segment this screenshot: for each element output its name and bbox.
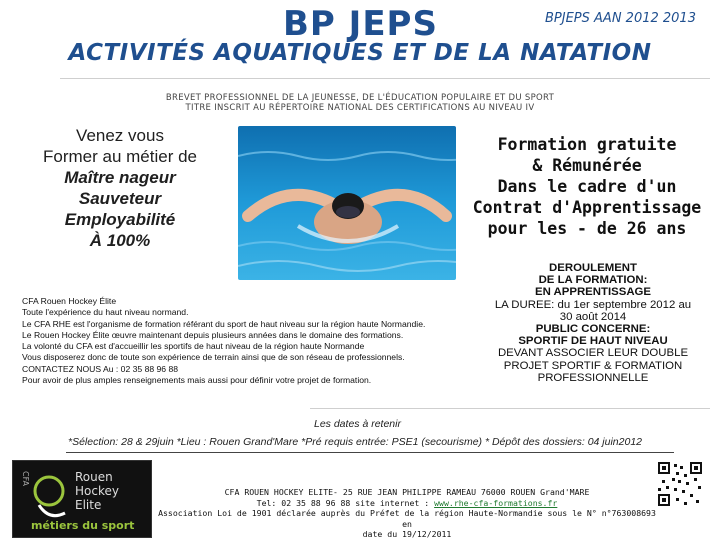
formation-line: Contrat d'Apprentissage	[472, 198, 702, 217]
logo-graphic	[13, 461, 151, 537]
formation-line: & Rémunérée	[532, 156, 642, 175]
qr-code[interactable]	[656, 460, 704, 508]
qr-code-graphic	[656, 460, 704, 508]
brevet-description	[0, 93, 720, 113]
deroulement-heading: DEROULEMENT	[549, 262, 637, 274]
divider	[66, 452, 674, 453]
job-title: Sauveteur	[78, 189, 162, 208]
duration-line: 30 août 2014	[559, 310, 627, 323]
employability-label: Employabilité	[64, 210, 176, 229]
logo-letters: CFA	[21, 471, 30, 486]
cfa-line: Pour avoir de plus amples renseignements mais aussi pour définir votre projet de formation.	[22, 375, 372, 386]
brevet-line: BREVET PROFESSIONNEL DE LA JEUNESSE, DE L'ÉDUCATION POPULAIRE ET DU SPORT	[165, 93, 555, 103]
public-line: DEVANT ASSOCIER LEUR DOUBLE	[497, 347, 689, 360]
logo-elite: Elite	[75, 498, 102, 512]
page-title: BP JEPS	[283, 4, 438, 44]
formation-highlight	[462, 134, 712, 239]
formation-line: Formation gratuite	[497, 135, 677, 154]
logo-tagline: métiers du sport	[31, 519, 135, 532]
invite-line: Former au métier de	[43, 147, 197, 166]
public-line: PROFESSIONNELLE	[537, 371, 649, 384]
cfa-line: Vous disposerez donc de toute son expérience de terrain ainsi que de son réseau de professionnels.	[22, 352, 405, 363]
cfa-line: Le CFA RHE est l'organisme de formation référant du sport de haut niveau sur la région haute Normandie.	[22, 318, 426, 329]
cfa-line: La volonté du CFA est d'accueillir les sportifs de haut niveau de la région haute Normande	[22, 341, 365, 352]
employability-value: À 100%	[89, 231, 151, 250]
invite-block	[20, 125, 220, 251]
logo-rouen: Rouen	[75, 470, 113, 484]
dates-details: *Sélection: 28 & 29juin *Lieu : Rouen Grand'Mare *Pré requis entrée: PSE1 (secourisme) * Dépôt des dossiers: 04 juin2012	[68, 436, 642, 448]
deroulement-block	[488, 262, 698, 384]
job-title: Maître nageur	[64, 168, 176, 187]
divider	[60, 78, 710, 79]
brevet-line: TITRE INSCRIT AU RÉPERTOIRE NATIONAL DES CERTIFICATIONS AU NIVEAU IV	[185, 103, 535, 113]
footer-line: CFA ROUEN HOCKEY ELITE- 25 RUE JEAN PHILIPPE RAMEAU 76000 ROUEN Grand'MARE	[224, 487, 590, 497]
cfa-line: Le Rouen Hockey Élite œuvre maintenant depuis plusieurs années dans le domaine des formations.	[22, 329, 404, 340]
deroulement-heading: EN APPRENTISSAGE	[534, 286, 652, 299]
footer-line: Association Loi de 1901 déclarée auprès du Préfet de la région Haute-Normandie sous le N° n°763008693 en	[158, 508, 656, 529]
deroulement-heading: DE LA FORMATION:	[538, 274, 648, 287]
page-subtitle: ACTIVITÉS AQUATIQUES ET DE LA NATATION	[68, 40, 652, 66]
formation-line: Dans le cadre d'un	[497, 177, 677, 196]
cfa-description	[22, 296, 482, 386]
cfa-line: Toute l'expérience du haut niveau normand.	[22, 307, 189, 318]
divider	[310, 408, 710, 409]
dates-heading: Les dates à retenir	[314, 418, 401, 430]
contact-line: CONTACTEZ NOUS Au : 02 35 88 96 88	[22, 363, 179, 374]
footer-line	[152, 498, 662, 509]
website-link[interactable]: www.rhe-cfa-formations.fr	[434, 497, 558, 508]
session-label: BPJEPS AAN 2012 2013	[545, 11, 696, 26]
footer-phone: Tel: 02 35 88 96 88 site internet :	[256, 497, 430, 508]
footer-line: date du 19/12/2011	[362, 529, 452, 539]
swimmer-photo	[238, 126, 456, 280]
formation-line: pour les - de 26 ans	[487, 219, 687, 238]
footer-address	[152, 487, 662, 540]
duration-line: LA DUREE: du 1er septembre 2012 au	[494, 298, 692, 311]
cfa-line: CFA Rouen Hockey Élite	[22, 296, 117, 306]
swimmer-illustration	[238, 126, 456, 280]
public-line: PROJET SPORTIF & FORMATION	[503, 359, 683, 372]
public-heading: SPORTIF DE HAUT NIVEAU	[518, 335, 668, 348]
cfa-logo	[12, 460, 152, 538]
invite-line: Venez vous	[76, 126, 164, 145]
logo-hockey: Hockey	[75, 484, 119, 498]
public-heading: PUBLIC CONCERNE:	[535, 323, 651, 336]
